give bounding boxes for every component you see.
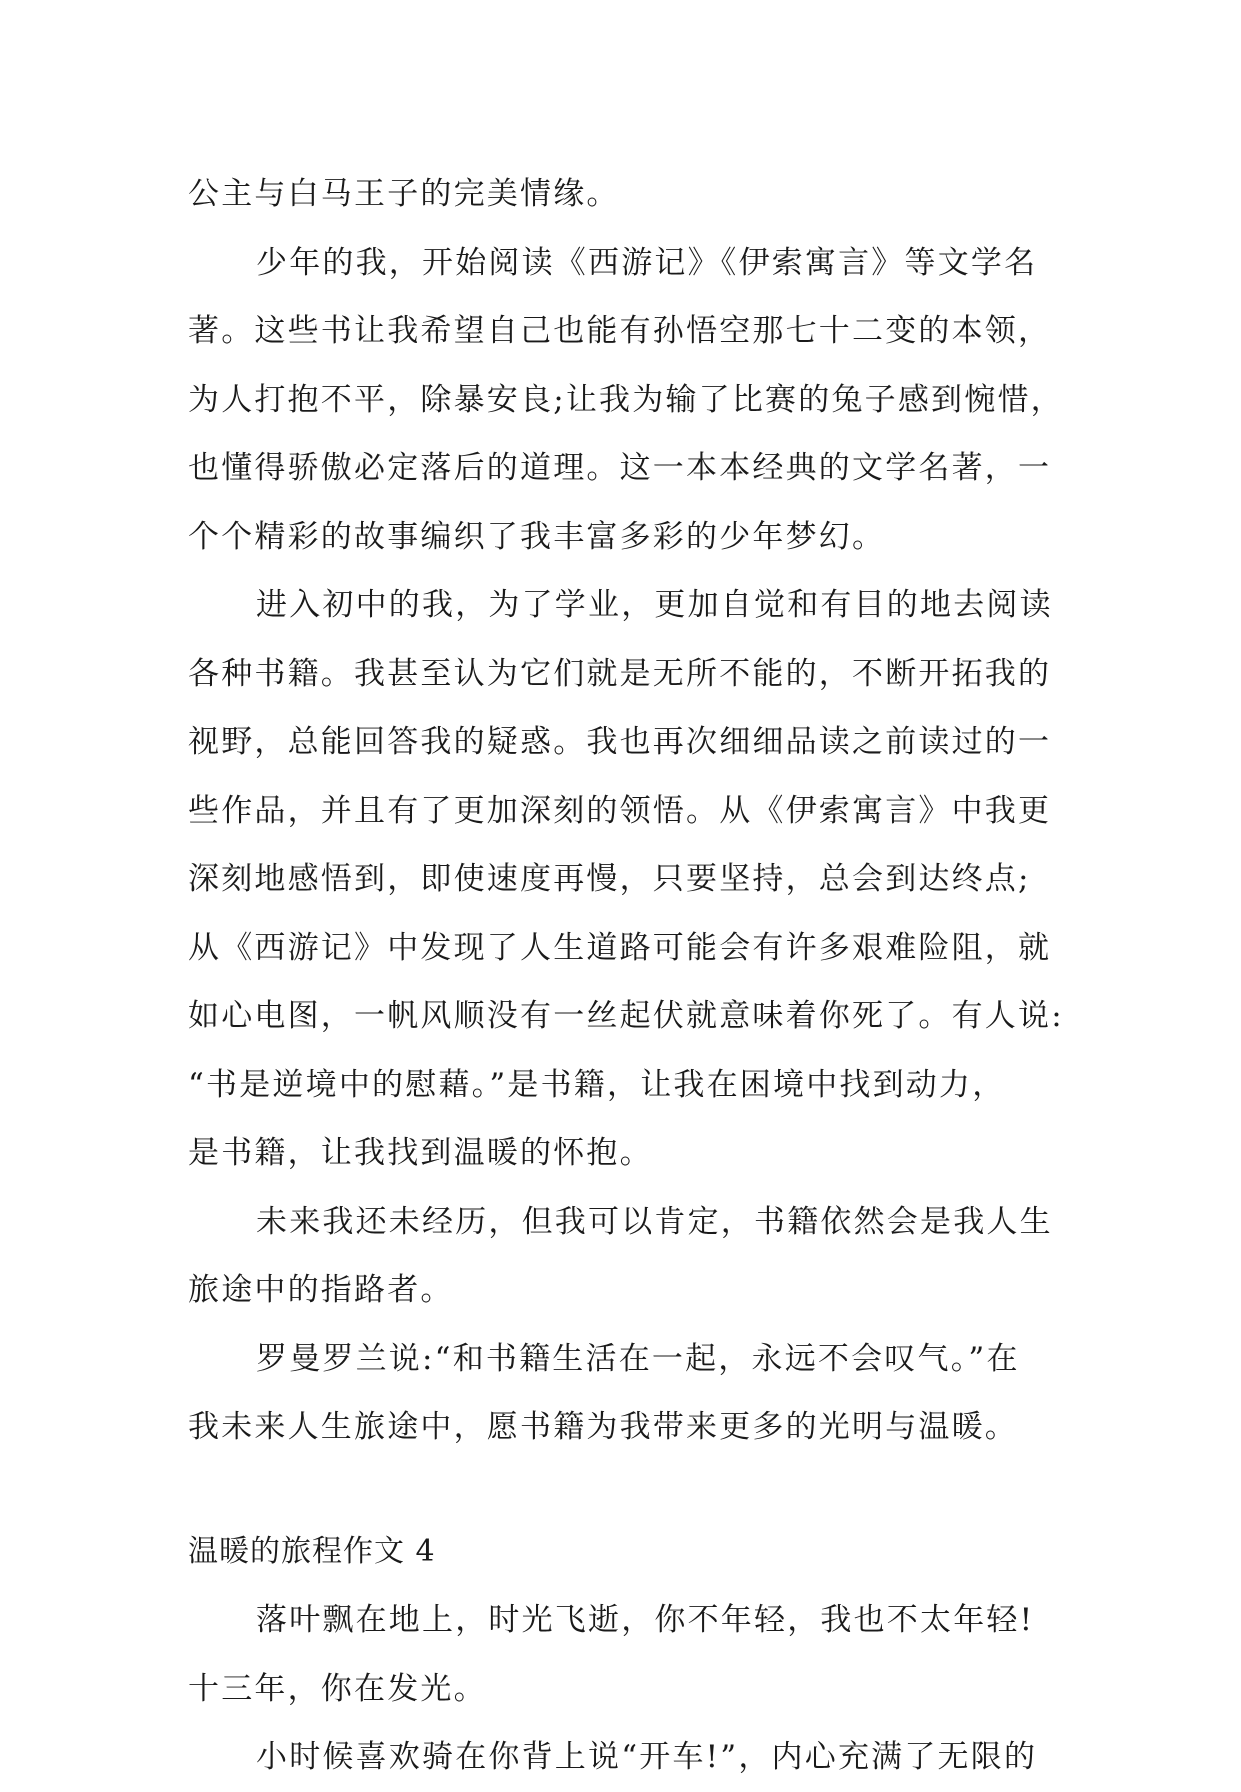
- text-line: 旅途中的指路者。: [188, 1272, 454, 1308]
- text-line: 我未来人生旅途中，愿书籍为我带来更多的光明与温暖。: [188, 1409, 1018, 1445]
- text-line: 深刻地感悟到，即使速度再慢，只要坚持，总会到达终点;: [188, 861, 1031, 897]
- text-line: 从《西游记》中发现了人生道路可能会有许多艰难险阻，就: [188, 929, 1052, 966]
- text-line: 视野，总能回答我的疑惑。我也再次细细品读之前读过的一: [188, 724, 1052, 760]
- text-line: 个个精彩的故事编织了我丰富多彩的少年梦幻。: [188, 518, 886, 555]
- text-line: 各种书籍。我甚至认为它们就是无所不能的，不断开拓我的: [188, 655, 1052, 692]
- text-line: 也懂得骄傲必定落后的道理。这一本本经典的文学名著，一: [188, 450, 1052, 486]
- text-line: 十三年，你在发光。: [188, 1670, 487, 1707]
- text-line: “书是逆境中的慰藉。”是书籍，让我在困境中找到动力，: [188, 1066, 1006, 1103]
- text-line: 些作品，并且有了更加深刻的领悟。从《伊索寓言》中我更: [188, 792, 1052, 829]
- text-line: 公主与白马王子的完美情缘。: [188, 176, 620, 212]
- text-line: 罗曼罗兰说:“和书籍生活在一起，永远不会叹气。”在: [256, 1340, 1020, 1377]
- text-line: 进入初中的我，为了学业，更加自觉和有目的地去阅读: [256, 587, 1053, 623]
- text-line: 未来我还未经历，但我可以肯定，书籍依然会是我人生: [256, 1203, 1053, 1240]
- text-line: 小时候喜欢骑在你背上说“开车!”，内心充满了无限的: [256, 1739, 1038, 1775]
- document-body: [188, 160, 1068, 1792]
- text-line: 是书籍，让我找到温暖的怀抱。: [188, 1135, 653, 1171]
- text-line: 如心电图，一帆风顺没有一丝起伏就意味着你死了。有人说:: [188, 998, 1064, 1034]
- section-title: 温暖的旅程作文 4: [188, 1533, 436, 1569]
- text-line: 少年的我，开始阅读《西游记》《伊索寓言》等文学名: [256, 244, 1038, 281]
- text-line: 落叶飘在地上，时光飞逝，你不年轻，我也不太年轻!: [256, 1602, 1035, 1638]
- text-line: 为人打抱不平，除暴安良;让我为输了比赛的兔子感到惋惜，: [188, 381, 1064, 418]
- section-gap: [188, 1462, 1068, 1518]
- text-line: 著。这些书让我希望自己也能有孙悟空那七十二变的本领，: [188, 313, 1052, 349]
